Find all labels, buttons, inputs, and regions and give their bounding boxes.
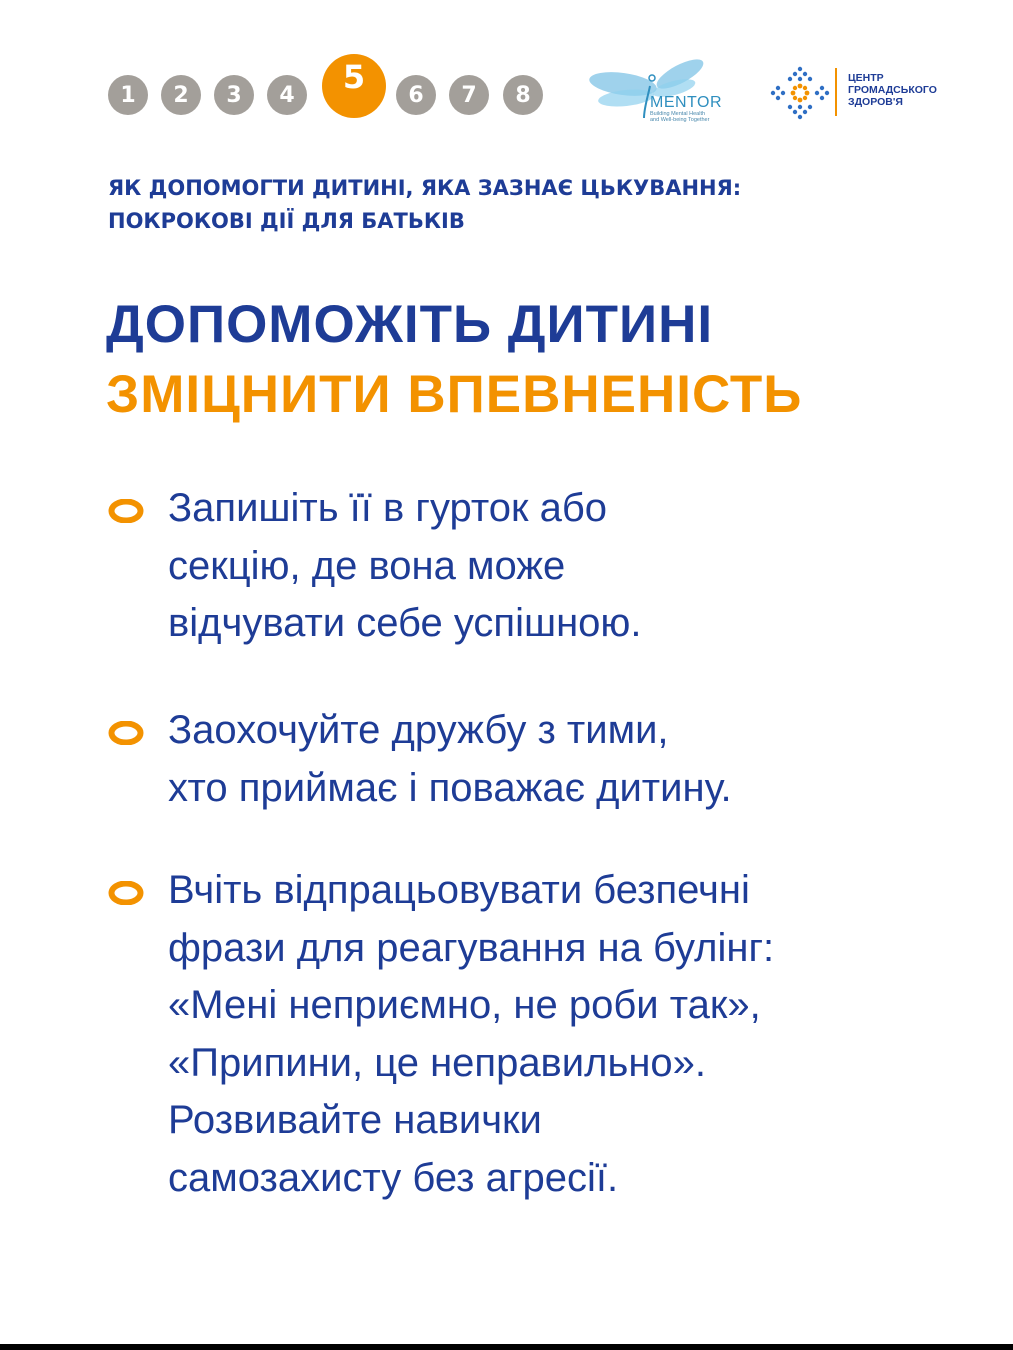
page-4-button[interactable]: 4 <box>267 75 307 115</box>
logo-divider <box>835 68 837 116</box>
public-health-center-wordmark: ЦЕНТР ГРОМАДСЬКОГО ЗДОРОВ'Я <box>848 72 937 108</box>
list-item-text: Заохочуйте дружбу з тими, хто приймає і поважає дитину. <box>168 708 732 810</box>
headline-line-1: ДОПОМОЖІТЬ ДИТИНІ <box>106 295 714 354</box>
public-health-center-logo <box>770 66 950 120</box>
orange-ring-bullet-icon <box>108 499 148 523</box>
dotted-emblem-icon <box>770 66 830 120</box>
mentor-logo <box>588 56 738 130</box>
headline-line-2: ЗМІЦНИТИ ВПЕВНЕНІСТЬ <box>106 365 803 424</box>
page-5-button-active[interactable]: 5 <box>322 54 386 118</box>
page-1-button[interactable]: 1 <box>108 75 148 115</box>
subtitle-line-1: ЯК ДОПОМОГТИ ДИТИНІ, ЯКА ЗАЗНАЄ ЦЬКУВАННЯ: <box>108 176 742 200</box>
list-item-text: Вчіть відпрацьовувати безпечні фрази для реагування на булінг: «Мені неприємно, не роби так», «Припини, це неправильно». Розвивайте навички самозахисту без агресії. <box>168 868 775 1200</box>
page-6-button[interactable]: 6 <box>396 75 436 115</box>
orange-ring-bullet-icon <box>108 881 148 905</box>
mentor-tagline: Building Mental Health and Well-being Together <box>650 111 710 123</box>
subtitle-line-2: ПОКРОКОВІ ДІЇ ДЛЯ БАТЬКІВ <box>108 209 465 233</box>
page-7-button[interactable]: 7 <box>449 75 489 115</box>
page-headline <box>106 290 986 430</box>
bottom-border <box>0 1344 1013 1350</box>
orange-ring-bullet-icon <box>108 721 148 745</box>
page-3-button[interactable]: 3 <box>214 75 254 115</box>
page-2-button[interactable]: 2 <box>161 75 201 115</box>
mentor-wordmark: MENTOR <box>650 94 723 111</box>
page-8-button[interactable]: 8 <box>503 75 543 115</box>
series-subtitle <box>108 172 968 238</box>
page-pager <box>108 54 558 144</box>
list-item-text: Запишіть її в гурток або секцію, де вона може відчувати себе успішною. <box>168 486 642 645</box>
